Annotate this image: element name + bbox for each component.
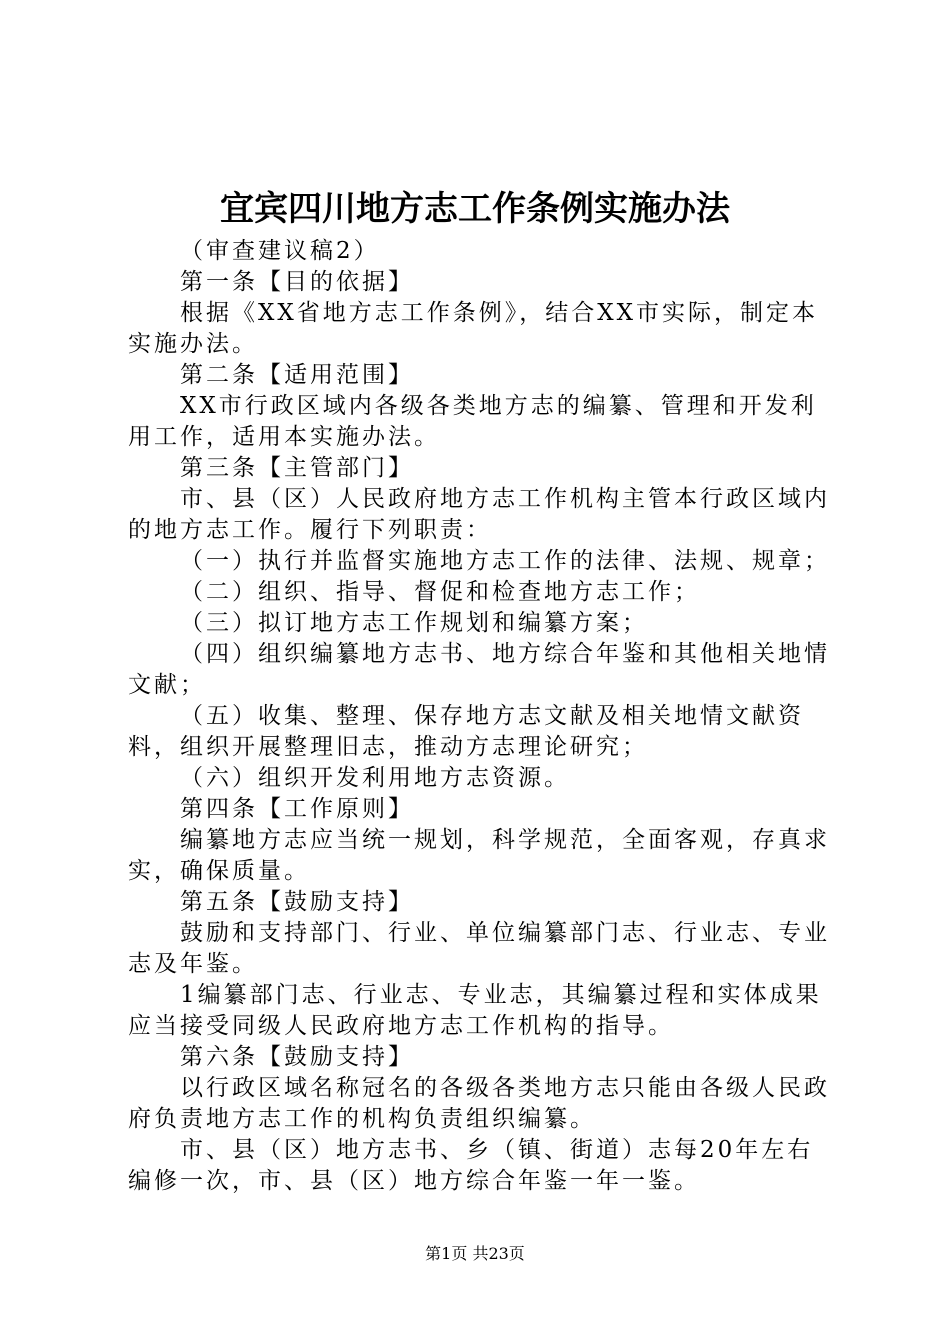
list-item: （六）组织开发利用地方志资源。 <box>180 765 570 791</box>
paragraph: 市、县（区）地方志书、乡（镇、街道）志每20年左右编修一次，市、县（区）地方综合年鉴一年一鉴。 <box>128 1137 814 1194</box>
document-subtitle: （审查建议稿2） <box>180 238 380 264</box>
article-heading: 第二条【适用范围】 <box>180 362 414 388</box>
article-heading: 第六条【鼓励支持】 <box>180 1044 414 1070</box>
paragraph: 以行政区域名称冠名的各级各类地方志只能由各级人民政府负责地方志工作的机构负责组织编纂。 <box>128 1075 830 1132</box>
paragraph: 市、县（区）人民政府地方志工作机构主管本行政区域内的地方志工作。履行下列职责： <box>128 486 830 543</box>
page-footer: 第1页 共23页 <box>425 1244 525 1263</box>
paragraph: 1编纂部门志、行业志、专业志，其编纂过程和实体成果应当接受同级人民政府地方志工作机构的指导。 <box>128 982 822 1039</box>
list-item: （二）组织、指导、督促和检查地方志工作； <box>180 579 700 605</box>
article-heading: 第五条【鼓励支持】 <box>180 889 414 915</box>
article-heading: 第四条【工作原则】 <box>180 796 414 822</box>
article-heading: 第三条【主管部门】 <box>180 455 414 481</box>
paragraph: 鼓励和支持部门、行业、单位编纂部门志、行业志、专业志及年鉴。 <box>128 920 830 977</box>
document-title: 宜宾四川地方志工作条例实施办法 <box>220 189 730 229</box>
list-item: （一）执行并监督实施地方志工作的法律、法规、规章； <box>180 548 830 574</box>
paragraph: XX市行政区域内各级各类地方志的编纂、管理和开发利用工作，适用本实施办法。 <box>128 393 817 450</box>
list-item: （四）组织编纂地方志书、地方综合年鉴和其他相关地情文献； <box>128 641 830 698</box>
list-item: （五）收集、整理、保存地方志文献及相关地情文献资料，组织开展整理旧志，推动方志理论研究； <box>128 703 804 760</box>
article-heading: 第一条【目的依据】 <box>180 269 414 295</box>
list-item: （三）拟订地方志工作规划和编纂方案； <box>180 610 648 636</box>
paragraph: 根据《XX省地方志工作条例》，结合XX市实际，制定本实施办法。 <box>128 300 818 357</box>
document-body <box>128 236 834 1197</box>
paragraph: 编纂地方志应当统一规划，科学规范，全面客观，存真求实，确保质量。 <box>128 827 830 884</box>
